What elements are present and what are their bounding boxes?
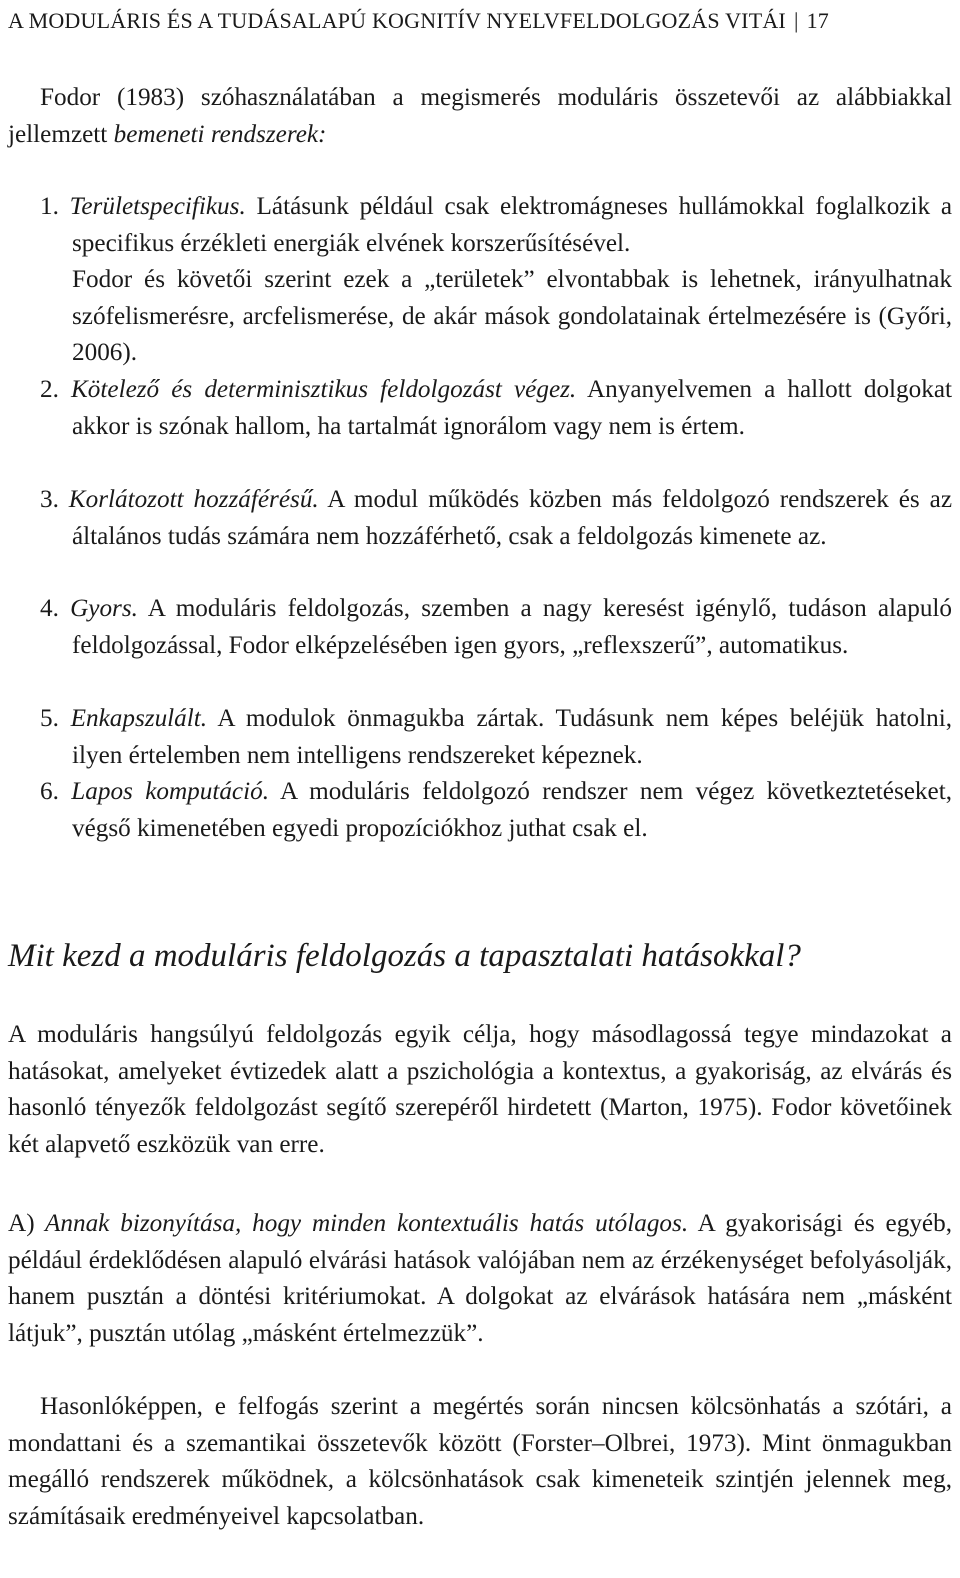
list-item-number: 1. (40, 193, 59, 220)
list-item-text: A modulok önmagukba zártak. Tudásunk nem képes beléjük hatolni, ilyen értelemben nem intelligens rendszereket képeznek. (72, 705, 953, 769)
list-item-text: A moduláris feldolgozó rendszer nem végez következtetéseket, végső kimenetében egyedi propozíciókhoz juthat csak el. (72, 778, 952, 842)
list-item-title: Területspecifikus. (69, 193, 246, 220)
list-item-number: 2. (40, 376, 59, 403)
list-item-title: Korlátozott hozzáférésű. (68, 486, 319, 513)
body-paragraph-text: A gyakorisági és egyéb, például érdeklődésen alapuló elvárási hatások valójában nem az érzékenységet befolyásolják, hanem pusztán a döntési kritériumokat. A dolgokat az elvárások hatására nem „másként látjuk”, pusztán utólag „másként értelmezzük”. (8, 1210, 952, 1347)
list-item-title: Kötelező és determinisztikus feldolgozást végez. (71, 376, 577, 403)
running-header (8, 3, 952, 39)
list-item-1 (8, 189, 952, 262)
list-item-number: 4. (40, 595, 59, 622)
list-item-continuation-text: Fodor és követői szerint ezek a „területek” elvontabbak is lehetnek, irányulhatnak szófelismerésre, arcfelismerése, de akár mások gondolatainak értelmezésére is (Győri, 2006). (72, 266, 952, 367)
list-item-text: A moduláris feldolgozás, szemben a nagy keresést igénylő, tudáson alapuló feldolgozással, Fodor elképzelésében igen gyors, „reflexszerű”, automatikus. (72, 595, 953, 659)
intro-text: Fodor (1983) szóhasználatában a megismerés moduláris összetevői az alábbiakkal jellemzett (8, 84, 952, 148)
list-item-number: 6. (40, 778, 59, 805)
header-separator: | (793, 8, 799, 33)
body-paragraph-2 (8, 1206, 952, 1352)
page-number: 17 (806, 8, 829, 33)
list-item-number: 5. (40, 705, 59, 732)
list-item-text: Látásunk például csak elektromágneses hullámokkal foglalkozik a specifikus érzékleti energiák elvének korszerűsítésével. (72, 193, 953, 257)
paragraph-italic: Annak bizonyítása, hogy minden kontextuális hatás utólagos. (34, 1210, 689, 1237)
paragraph-label: A) (8, 1210, 35, 1237)
running-title: A MODULÁRIS ÉS A TUDÁSALAPÚ KOGNITÍV NYELVFELDOLGOZÁS VITÁI (8, 8, 786, 33)
list-item-5 (8, 701, 952, 774)
list-item-title: Lapos komputáció. (71, 778, 269, 805)
list-item-number: 3. (40, 486, 59, 513)
list-item-title: Gyors. (70, 595, 138, 622)
list-item-6 (8, 774, 952, 847)
body-paragraph-1 (8, 1017, 952, 1163)
intro-paragraph (8, 80, 952, 153)
list-item-3 (8, 482, 952, 555)
list-item-text: A modul működés közben más feldolgozó rendszerek és az általános tudás számára nem hozzáférhető, csak a feldolgozás kimenete az. (72, 486, 952, 550)
list-item-title: Enkapszulált. (70, 705, 208, 732)
list-item-4 (8, 591, 952, 664)
body-paragraph-3 (8, 1389, 952, 1535)
section-heading: Mit kezd a moduláris feldolgozás a tapasztalati hatásokkal? (8, 938, 801, 974)
body-paragraph-text: A moduláris hangsúlyú feldolgozás egyik célja, hogy másodlagossá tegye mindazokat a hatásokat, amelyeket évtizedek alatt a pszichológia a kontextus, a gyakoriság, az elvárás és hasonló tényezők feldolgozást segítő szerepéről hirdetett (Marton, 1975). Fodor követőinek két alapvető eszközük van erre. (8, 1021, 952, 1158)
list-item-2 (8, 372, 952, 445)
list-item-text: Anyanyelvemen a hallott dolgokat akkor is szónak hallom, ha tartalmát ignorálom vagy nem is értem. (72, 376, 953, 440)
list-item-1-continuation (8, 262, 952, 372)
intro-italic: bemeneti rendszerek: (113, 120, 327, 148)
body-paragraph-text: Hasonlóképpen, e felfogás szerint a megértés során nincsen kölcsönhatás a szótári, a mondattani és a szemantikai összetevők között (Forster–Olbrei, 1973). Mint önmagukban megálló rendszerek működnek, a kölcsönhatások csak kimeneteik szintjén jelennek meg, számításaik eredményeivel kapcsolatban. (8, 1393, 952, 1530)
